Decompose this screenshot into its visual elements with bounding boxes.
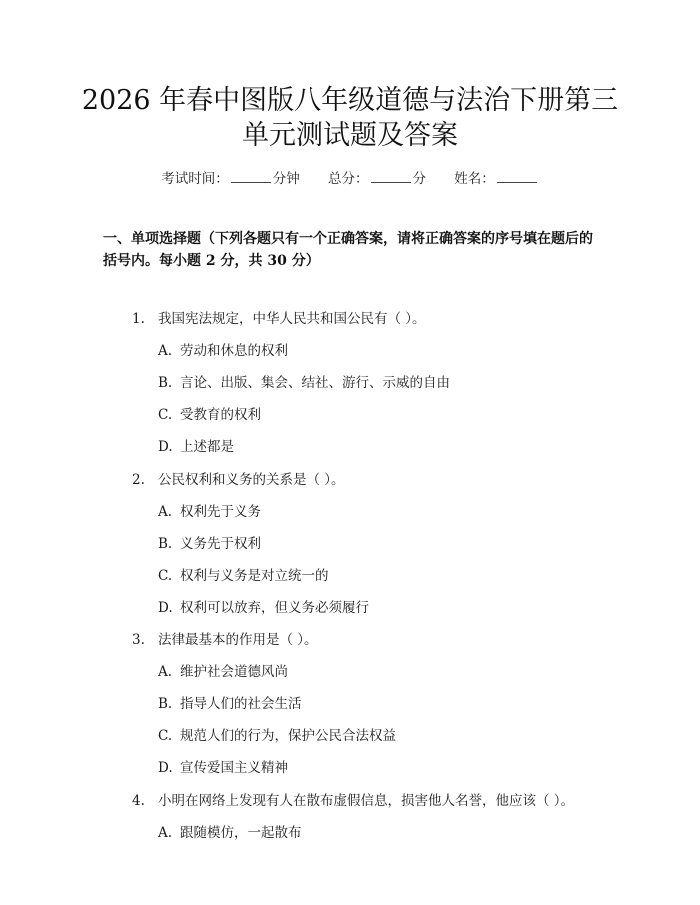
answer-option: [158, 534, 638, 554]
total-score-field: [328, 167, 426, 187]
option-text: 跟随模仿，一起散布: [180, 825, 302, 841]
option-letter: C.: [158, 568, 173, 584]
option-letter: B.: [158, 696, 173, 712]
answer-option: [158, 437, 638, 457]
question-number: 4.: [132, 793, 145, 809]
question-text: 小明在网络上发现有人在散布虚假信息，损害他人名誉，他应该（ ）。: [158, 793, 575, 809]
answer-option: [158, 726, 638, 746]
option-text: 维护社会道德风尚: [180, 664, 288, 680]
section-heading-line-1: 一、单项选择题（下列各题只有一个正确答案，请将正确答案的序号填在题后的: [103, 231, 593, 247]
total-score-unit: 分: [412, 171, 426, 187]
question-number: 2.: [132, 472, 145, 488]
option-letter: C.: [158, 407, 173, 423]
option-letter: A.: [158, 825, 173, 841]
exam-time-unit: 分钟: [272, 171, 300, 187]
answer-option: [158, 662, 638, 682]
student-name-field: [454, 167, 539, 187]
question-text: 公民权利和义务的关系是（ ）。: [158, 472, 345, 488]
question-item: [132, 791, 652, 811]
option-letter: D.: [158, 600, 173, 616]
option-text: 劳动和休息的权利: [180, 343, 288, 359]
question-item: [132, 470, 652, 490]
total-score-label: 总分：: [328, 171, 369, 187]
question-item: [132, 309, 652, 329]
option-letter: D.: [158, 760, 173, 776]
option-text: 权利可以放弃，但义务必须履行: [180, 600, 369, 616]
question-text: 法律最基本的作用是（ ）。: [158, 632, 318, 648]
exam-time-field: [161, 167, 300, 187]
answer-option: [158, 341, 638, 361]
option-text: 指导人们的社会生活: [180, 696, 302, 712]
option-letter: A.: [158, 504, 173, 520]
answer-option: [158, 502, 638, 522]
answer-option: [158, 758, 638, 778]
total-score-blank: [371, 170, 411, 183]
option-letter: D.: [158, 439, 173, 455]
question-item: [132, 630, 652, 650]
question-text: 我国宪法规定，中华人民共和国公民有（ ）。: [158, 311, 426, 327]
option-letter: A.: [158, 343, 173, 359]
exam-time-label: 考试时间：: [161, 171, 229, 187]
option-text: 义务先于权利: [180, 536, 261, 552]
question-number: 1.: [132, 311, 145, 327]
exam-meta-row: [0, 167, 700, 187]
answer-option: [158, 823, 638, 843]
option-text: 言论、出版、集会、结社、游行、示威的自由: [180, 375, 450, 391]
option-letter: B.: [158, 536, 173, 552]
section-heading-line-2: 括号内。每小题 2 分，共 30 分）: [103, 253, 320, 269]
answer-option: [158, 373, 638, 393]
option-text: 规范人们的行为，保护公民合法权益: [180, 728, 396, 744]
option-letter: B.: [158, 375, 173, 391]
question-number: 3.: [132, 632, 145, 648]
option-text: 权利先于义务: [180, 504, 261, 520]
document-title-line-1: 2026 年春中图版八年级道德与法治下册第三: [81, 85, 619, 116]
student-name-label: 姓名：: [454, 171, 495, 187]
option-text: 上述都是: [180, 439, 234, 455]
answer-option: [158, 405, 638, 425]
option-text: 权利与义务是对立统一的: [180, 568, 329, 584]
exam-time-blank: [231, 170, 271, 183]
answer-option: [158, 566, 638, 586]
option-text: 宣传爱国主义精神: [180, 760, 288, 776]
document-title-line-2: 单元测试题及答案: [242, 120, 458, 151]
option-letter: A.: [158, 664, 173, 680]
student-name-blank: [497, 170, 537, 183]
answer-option: [158, 694, 638, 714]
answer-option: [158, 598, 638, 618]
option-letter: C.: [158, 728, 173, 744]
option-text: 受教育的权利: [180, 407, 261, 423]
